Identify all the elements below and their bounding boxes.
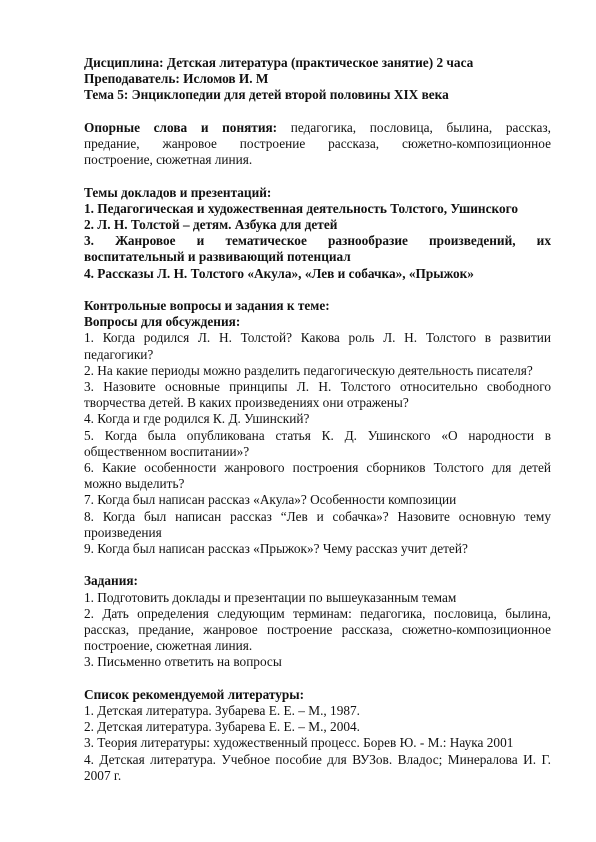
report-item-2: 2. Л. Н. Толстой – детям. Азбука для детей <box>84 217 338 232</box>
document-page <box>84 55 551 784</box>
task-3: 3. Письменно ответить на вопросы <box>84 654 282 670</box>
keywords-line-1 <box>84 120 551 136</box>
task-2-line-2: рассказ, предание, жанровое построение рассказа, сюжетно-композиционное <box>84 622 551 638</box>
question-1-line-1: 1. Когда родился Л. Н. Толстой? Какова роль Л. Н. Толстого в развитии <box>84 330 551 346</box>
spacer <box>84 557 551 573</box>
keywords-label: Опорные слова и понятия: <box>84 119 278 135</box>
spacer <box>84 282 551 298</box>
literature-block <box>84 687 551 784</box>
task-1: 1. Подготовить доклады и презентации по вышеуказанным темам <box>84 589 457 605</box>
literature-item-3: 3. Теория литературы: художественный процесс. Борев Ю. - М.: Наука 2001 <box>84 735 514 751</box>
literature-item-4-line-2: 2007 г. <box>84 767 122 783</box>
question-6-line-1: 6. Какие особенности жанрового построения сборников Толстого для детей <box>84 460 551 476</box>
task-2-line-3: построение, сюжетная линия. <box>84 638 253 654</box>
reports-block <box>84 185 551 282</box>
question-9: 9. Когда был написан рассказ «Прыжок»? Чему рассказ учит детей? <box>84 541 468 557</box>
question-7: 7. Когда был написан рассказ «Акула»? Особенности композиции <box>84 492 457 508</box>
report-item-3-line-1: 3. Жанровое и тематическое разнообразие произведений, их <box>84 233 551 249</box>
question-5-line-1: 5. Когда была опубликована статья К. Д. Ушинского «О народности в <box>84 427 551 443</box>
literature-heading: Список рекомендуемой литературы: <box>84 686 305 702</box>
questions-block <box>84 298 551 557</box>
question-5-line-2: общественном воспитании»? <box>84 443 250 459</box>
question-4: 4. Когда и где родился К. Д. Ушинский? <box>84 411 310 427</box>
reports-heading: Темы докладов и презентаций: <box>84 184 272 200</box>
report-item-3-line-2: воспитательный и развивающий потенциал <box>84 249 351 265</box>
spacer <box>84 671 551 687</box>
task-2-line-1: 2. Дать определения следующим терминам: педагогика, пословица, былина, <box>84 605 551 621</box>
question-6-line-2: можно выделить? <box>84 476 185 492</box>
literature-item-2: 2. Детская литература. Зубарева Е. Е. – М., 2004. <box>84 719 360 735</box>
question-2: 2. На какие периоды можно разделить педагогическую деятельность писателя? <box>84 362 533 378</box>
tasks-heading: Задания: <box>84 573 138 589</box>
teacher-line: Преподаватель: Исломов И. М <box>84 71 269 87</box>
report-item-1: 1. Педагогическая и художественная деятельность Толстого, Ушинского <box>84 200 518 216</box>
report-item-4: 4. Рассказы Л. Н. Толстого «Акула», «Лев и собачка», «Прыжок» <box>84 265 474 281</box>
topic-line: Тема 5: Энциклопедии для детей второй половины XIX века <box>84 87 449 103</box>
question-1-line-2: педагогики? <box>84 346 154 362</box>
header-block <box>84 55 551 104</box>
questions-heading: Контрольные вопросы и задания к теме: <box>84 298 330 313</box>
question-3-line-2: творчества детей. В каких произведениях они отражены? <box>84 395 409 411</box>
discipline-line: Дисциплина: Детская литература (практическое занятие) 2 часа <box>84 55 474 70</box>
spacer <box>84 168 551 184</box>
question-3-line-1: 3. Назовите основные принципы Л. Н. Толстого относительно свободного <box>84 379 551 395</box>
keywords-line-1-text: педагогика, пословица, былина, рассказ, <box>277 119 551 135</box>
literature-item-4-line-1: 4. Детская литература. Учебное пособие для ВУЗов. Владос; Минералова И. Г. <box>84 751 551 767</box>
keywords-block <box>84 120 551 169</box>
discussion-heading: Вопросы для обсуждения: <box>84 314 241 330</box>
keywords-line-3: построение, сюжетная линия. <box>84 152 253 168</box>
keywords-line-2: предание, жанровое построение рассказа, сюжетно-композиционное <box>84 136 551 151</box>
question-8-line-2: произведения <box>84 524 162 540</box>
question-8-line-1: 8. Когда был написан рассказ “Лев и собачка»? Назовите основную тему <box>84 508 551 524</box>
literature-item-1: 1. Детская литература. Зубарева Е. Е. – М., 1987. <box>84 703 360 719</box>
tasks-block <box>84 573 551 670</box>
spacer <box>84 104 551 120</box>
